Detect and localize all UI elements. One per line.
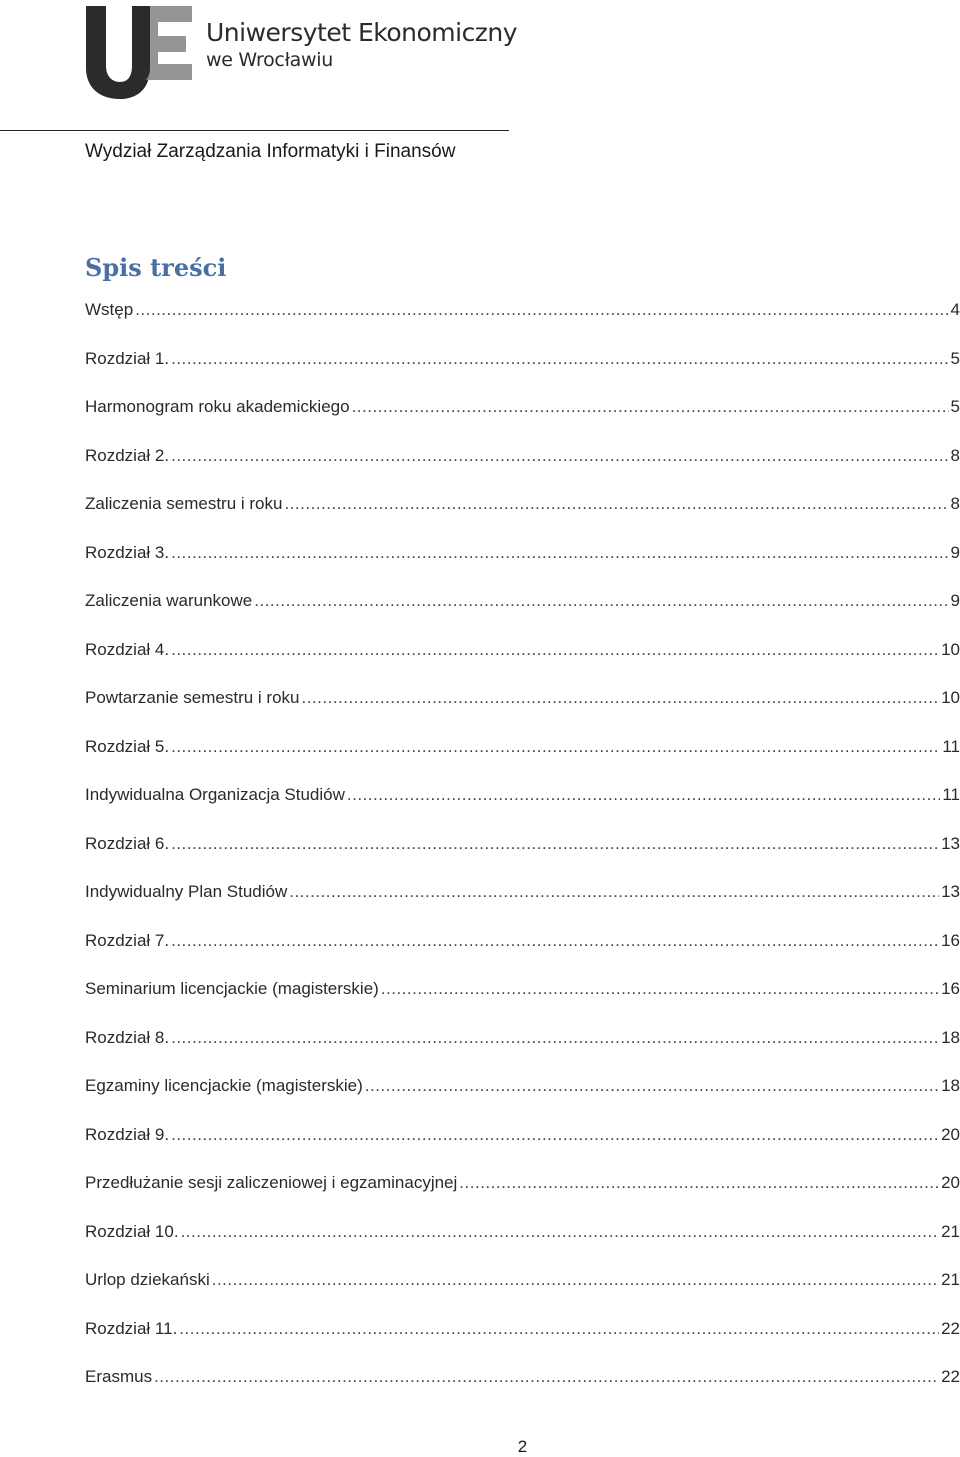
toc-entry[interactable] [85, 349, 960, 398]
toc-dot-leader [284, 494, 948, 514]
toc-entry-page: 13 [941, 833, 960, 853]
toc-entry-page: 20 [941, 1124, 960, 1144]
page-number: 2 [517, 1437, 528, 1456]
toc-entry-page: 5 [950, 397, 960, 416]
toc-entry-label: Rozdział 3. [85, 542, 170, 562]
toc-entry-page: 4 [950, 300, 960, 319]
toc-entry-page: 10 [941, 688, 960, 707]
toc-entry[interactable] [85, 1028, 960, 1077]
toc-dot-leader [365, 1076, 939, 1096]
toc-entry-label: Rozdział 10. [85, 1221, 179, 1241]
toc-entry-label: Indywidualna Organizacja Studiów [85, 785, 345, 804]
toc-entry[interactable] [85, 494, 960, 543]
toc-dot-leader [171, 543, 948, 563]
toc-dot-leader [154, 1367, 939, 1387]
toc-entry[interactable] [85, 688, 960, 737]
toc-entry-page: 11 [942, 785, 960, 804]
university-name: Uniwersytet Ekonomiczny [206, 18, 518, 47]
toc-entry[interactable] [85, 1125, 960, 1174]
toc-entry-page: 9 [950, 591, 960, 610]
toc-entry[interactable] [85, 834, 960, 883]
toc-entry-page: 5 [950, 348, 960, 368]
toc-entry-label: Indywidualny Plan Studiów [85, 882, 288, 901]
header-divider [0, 130, 509, 131]
toc-dot-leader [171, 737, 940, 757]
toc-dot-leader [171, 1028, 939, 1048]
toc-entry-label: Egzaminy licencjackie (magisterskie) [85, 1076, 363, 1095]
toc-dot-leader [181, 1222, 940, 1242]
toc-title: Spis treści [85, 253, 227, 282]
toc-dot-leader [289, 882, 939, 902]
toc-entry-page: 18 [941, 1027, 960, 1047]
toc-dot-leader [254, 591, 948, 611]
toc-entry-label: Rozdział 1. [85, 348, 170, 368]
toc-entry[interactable] [85, 882, 960, 931]
toc-entry-label: Rozdział 8. [85, 1027, 170, 1047]
toc-entry[interactable] [85, 543, 960, 592]
toc-dot-leader [171, 446, 948, 466]
toc-entry-page: 20 [941, 1173, 960, 1192]
toc-entry-page: 21 [941, 1221, 960, 1241]
toc-dot-leader [459, 1173, 939, 1193]
toc-entry[interactable] [85, 1367, 960, 1416]
toc-entry[interactable] [85, 1173, 960, 1222]
toc-dot-leader [179, 1319, 939, 1339]
toc-dot-leader [171, 349, 948, 369]
toc-dot-leader [171, 1125, 939, 1145]
toc-entry-page: 11 [942, 736, 960, 756]
toc-entry-page: 22 [941, 1318, 960, 1338]
toc-dot-leader [301, 688, 939, 708]
toc-entry-label: Rozdział 7. [85, 930, 170, 950]
toc-entry[interactable] [85, 591, 960, 640]
toc-entry-label: Seminarium licencjackie (magisterskie) [85, 979, 379, 998]
toc-entry-page: 10 [941, 639, 960, 659]
toc-dot-leader [381, 979, 939, 999]
toc-entry-label: Zaliczenia semestru i roku [85, 494, 283, 513]
toc-entry[interactable] [85, 446, 960, 495]
toc-dot-leader [171, 640, 939, 660]
toc-entry-page: 8 [950, 445, 960, 465]
toc-entry-label: Przedłużanie sesji zaliczeniowej i egzaminacyjnej [85, 1173, 458, 1192]
toc-entry-label: Powtarzanie semestru i roku [85, 688, 300, 707]
toc-entry[interactable] [85, 640, 960, 689]
ue-logo-mark-icon [84, 4, 196, 100]
toc-entry[interactable] [85, 931, 960, 980]
toc-entry-label: Zaliczenia warunkowe [85, 591, 253, 610]
university-logo [84, 4, 524, 100]
toc-entry[interactable] [85, 979, 960, 1028]
toc-entry-page: 22 [941, 1367, 960, 1386]
toc-dot-leader [171, 834, 939, 854]
toc-entry-label: Rozdział 2. [85, 445, 170, 465]
toc-entry-page: 16 [941, 930, 960, 950]
university-city: we Wrocławiu [206, 49, 333, 71]
toc-entry-label: Harmonogram roku akademickiego [85, 397, 350, 416]
toc-entry-label: Rozdział 6. [85, 833, 170, 853]
toc-entry-page: 18 [941, 1076, 960, 1095]
toc-entry-page: 16 [941, 979, 960, 998]
toc-entry-page: 9 [950, 542, 960, 562]
toc-entry-page: 21 [941, 1270, 960, 1289]
toc-entry-page: 8 [950, 494, 960, 513]
toc-entry-label: Rozdział 11. [85, 1318, 178, 1338]
toc-entry[interactable] [85, 785, 960, 834]
toc-dot-leader [135, 300, 948, 320]
toc-entry[interactable] [85, 737, 960, 786]
table-of-contents [85, 300, 960, 1416]
toc-entry[interactable] [85, 1270, 960, 1319]
toc-dot-leader [352, 397, 949, 417]
toc-entry-label: Rozdział 9. [85, 1124, 170, 1144]
toc-dot-leader [212, 1270, 939, 1290]
toc-entry-label: Erasmus [85, 1367, 153, 1386]
toc-entry-label: Urlop dziekański [85, 1270, 210, 1289]
toc-dot-leader [171, 931, 939, 951]
faculty-name: Wydział Zarządzania Informatyki i Finansów [85, 141, 456, 162]
toc-dot-leader [347, 785, 940, 805]
toc-entry-page: 13 [941, 882, 960, 901]
toc-entry[interactable] [85, 1222, 960, 1271]
toc-entry[interactable] [85, 397, 960, 446]
toc-entry-label: Rozdział 5. [85, 736, 170, 756]
toc-entry[interactable] [85, 300, 960, 349]
toc-entry[interactable] [85, 1076, 960, 1125]
toc-entry[interactable] [85, 1319, 960, 1368]
toc-entry-label: Rozdział 4. [85, 639, 170, 659]
toc-entry-label: Wstęp [85, 300, 134, 319]
